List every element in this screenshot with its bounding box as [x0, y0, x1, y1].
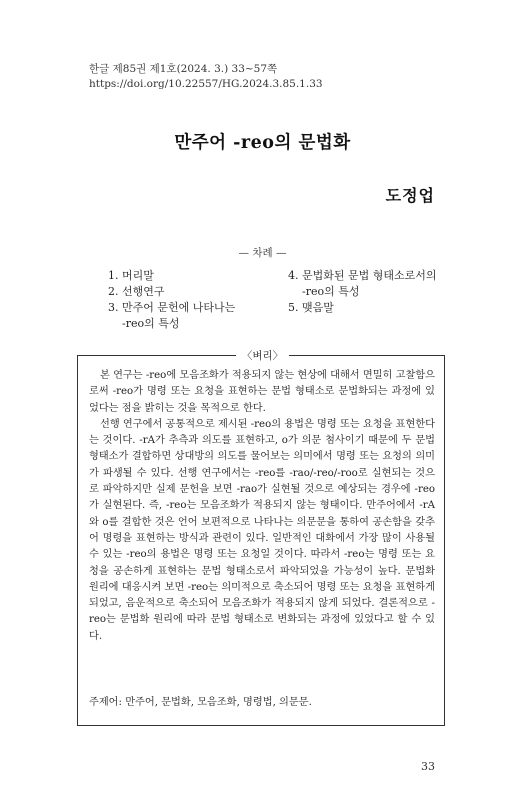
journal-citation: 한글 제85권 제1호(2024. 3.) 33~57쪽	[89, 63, 278, 75]
toc-item-label: 5. 맺음말	[288, 301, 334, 314]
toc-left-column	[108, 268, 278, 332]
toc-item	[288, 300, 458, 316]
toc-item-label: 3. 만주어 문헌에 나타나는	[108, 301, 236, 314]
toc-item-label: 2. 선행연구	[108, 285, 165, 298]
abstract-label-text: 〈벼리〉	[236, 350, 289, 362]
toc-item	[288, 268, 458, 300]
abstract-paragraph: 선행 연구에서 공통적으로 제시된 -reo의 용법은 명령 또는 요청을 표현한다는 것이다. -rA가 추측과 의도를 표현하고, o가 의문 첨사이기 때문에 두 문법 형태소가 결합하면 상대방의 의도를 물어보는 의미에서 명령 또는 요청의 의미가 파생될 수 있다. 선행 연구에서는 -reo를 -rao/-reo/-roo로 실현되는 것으로 파악하지만 실제 문헌을 보면 -rao가 실현될 것으로 예상되는 경우에 -reo가 실현된다. 즉, -reo는 모음조화가 적용되지 않는 형태이다. 만주어에서 -rA와 o를 결합한 것은 언어 보편적으로 나타나는 의문문을 통하여 공손함을 갖추어 명령을 표현하는 방식과 관련이 있다. 일반적인 대화에서 가장 많이 사용될 수 있는 -reo의 용법은 명령 또는 요청일 것이다. 따라서 -reo는 명령 또는 요청을 공손하게 표현하는 문법 형태소로서 파악되었을 가능성이 높다. 문법화 원리에 대응시켜 보면 -reo는 의미적으로 축소되어 명령 또는 요청을 표현하게 되었고, 음운적으로 축소되어 모음조화가 적용되지 않게 되었다. 결론적으로 -reo는 문법화 원리에 따라 문법 형태소로 변화되는 과정에 있었다고 할 수 있다.	[89, 418, 436, 642]
keywords-label: 주제어:	[89, 697, 122, 708]
toc-item	[108, 268, 278, 284]
paper-title: 만주어 -reo의 문법화	[174, 133, 351, 153]
toc-right-column	[288, 268, 458, 316]
toc-item-label: 1. 머리말	[108, 269, 154, 282]
doi-link[interactable]: https://doi.org/10.22557/HG.2024.3.85.1.33	[89, 78, 323, 90]
keywords	[89, 695, 435, 711]
keywords-list: 만주어, 문법화, 모음조화, 명령법, 의문문.	[125, 697, 312, 708]
toc-item-label: 4. 문법화된 문법 형태소로서의	[288, 269, 437, 282]
abstract-paragraph: 본 연구는 -reo에 모음조화가 적용되지 않는 현상에 대해서 면밀히 고찰함으로써 -reo가 명령 또는 요청을 표현하는 문법 형태소로 문법화되는 과정에 있었다는 점을 밝히는 것을 목적으로 한다.	[89, 370, 436, 414]
journal-header	[89, 62, 323, 92]
author-name: 도정업	[385, 186, 435, 205]
toc-item	[108, 284, 278, 300]
page-number: 33	[421, 760, 435, 773]
toc-item-continuation: -reo의 특성	[302, 285, 360, 298]
toc-item	[108, 300, 278, 332]
toc-item-continuation: -reo의 특성	[122, 317, 180, 330]
abstract-label	[0, 348, 525, 363]
toc-heading: — 차례 —	[238, 247, 287, 259]
abstract-body	[89, 368, 435, 645]
